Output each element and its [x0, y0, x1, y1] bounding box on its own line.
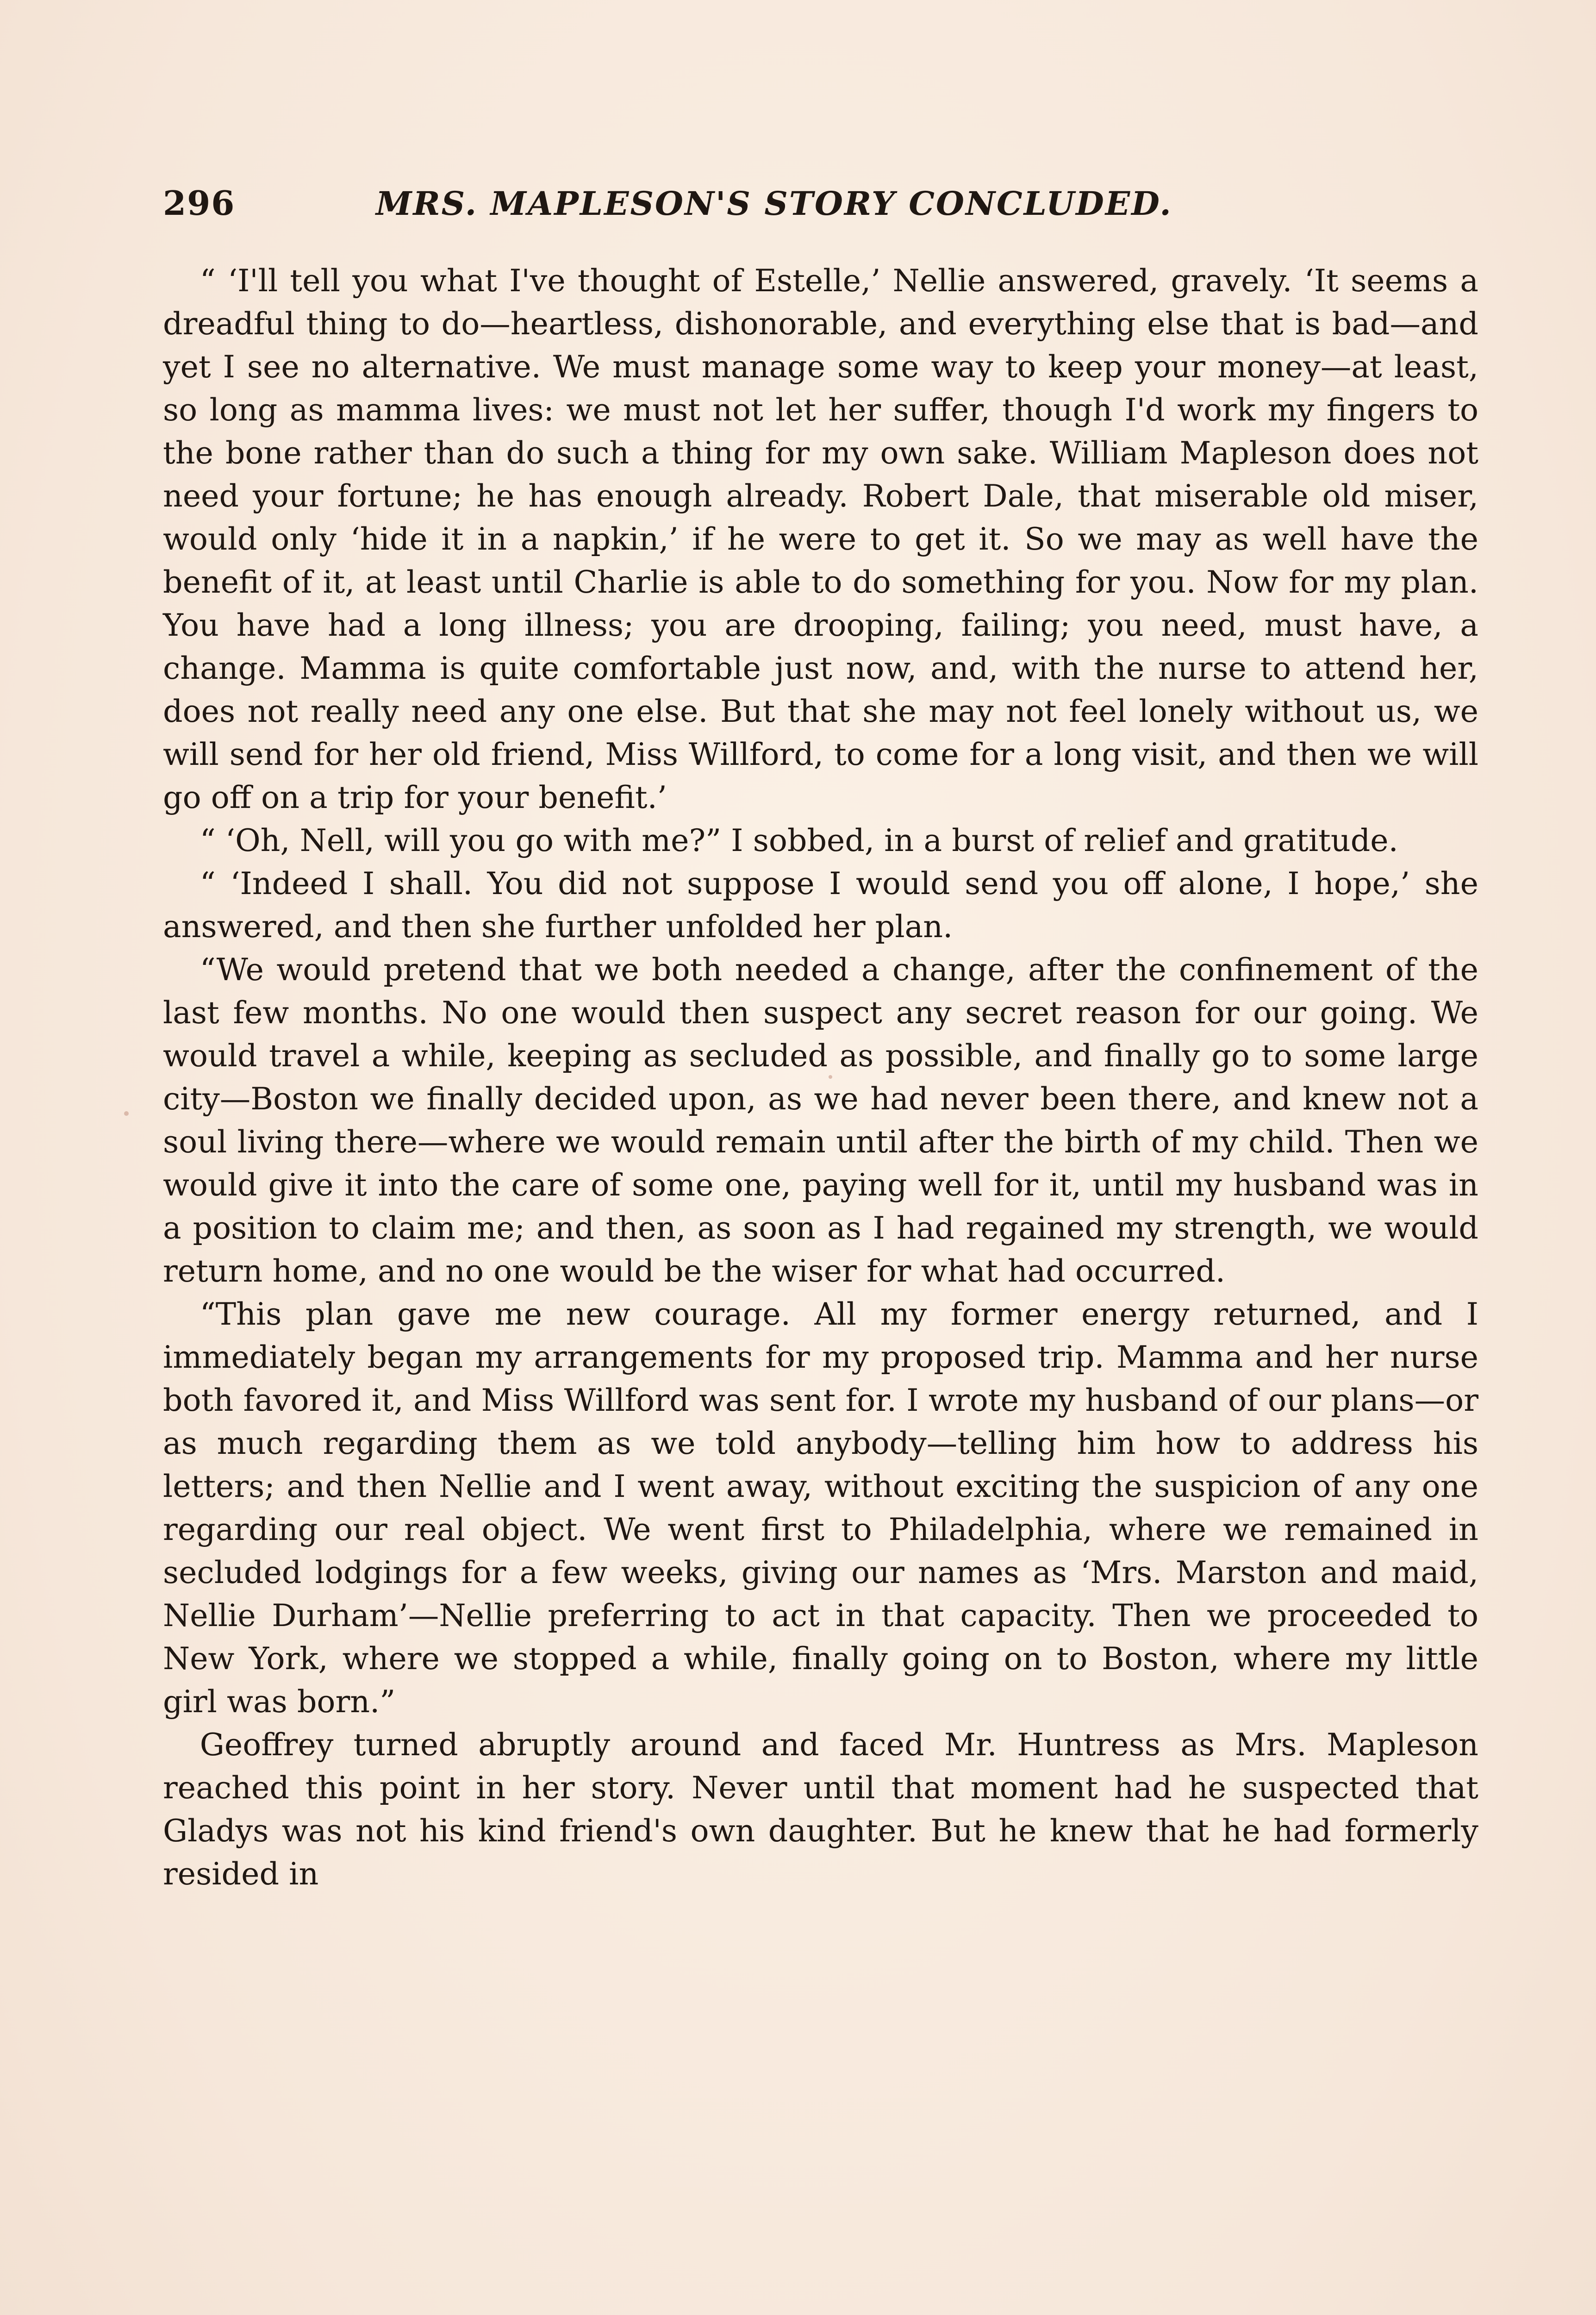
paper-speck [829, 1075, 832, 1079]
paragraph-5: “This plan gave me new courage. All my former energy returned, and I immediately began my arrangements for my proposed trip. Mamma and her nurse both favored it, and Miss Willford was sent for. I wrote my husband of our plans—or as much regarding them as we told anybody—telling him how to address his letters; and then Nellie and I went away, without exciting the suspicion of any one regarding our real object. We went first to Philadelphia, where we remained in secluded lodgings for a few weeks, giving our names as ‘Mrs. Marston and maid, Nellie Durham’—Nellie preferring to act in that capacity. Then we proceeded to New York, where we stopped a while, finally going on to Boston, where my little girl was born.” [163, 1296, 1478, 1720]
paper-speck [124, 1111, 129, 1116]
paragraph-1: “ ‘I'll tell you what I've thought of Estelle,’ Nellie answered, gravely. ‘It seems a dreadful thing to do—heartless, dishonorable, and everything else that is bad—and yet I see no alternative. We must manage some way to keep your money—at least, so long as mamma lives: we must not let her suffer, though I'd work my fingers to the bone rather than do such a thing for my own sake. William Mapleson does not need your fortune; he has enough already. Robert Dale, that miserable old miser, would only ‘hide it in a napkin,’ if he were to get it. So we may as well have the benefit of it, at least until Charlie is able to do something for you. Now for my plan. You have had a long illness; you are drooping, failing; you need, must have, a change. Mamma is quite comfortable just now, and, with the nurse to attend her, does not really need any one else. But that she may not feel lonely without us, we will send for her old friend, Miss Willford, to come for a long visit, and then we will go off on a trip for your benefit.’ [163, 263, 1478, 815]
page-header [163, 178, 1478, 233]
paragraph-6: Geoffrey turned abruptly around and faced Mr. Huntress as Mrs. Mapleson reached this point in her story. Never until that moment had he suspected that Gladys was not his kind friend's own daughter. But he knew that he had formerly resided in [163, 1727, 1478, 1892]
paragraph-3: “ ‘Indeed I shall. You did not suppose I would send you off alone, I hope,’ she answered, and then she further unfolded her plan. [163, 865, 1478, 945]
paragraph-4: “We would pretend that we both needed a change, after the confinement of the last few months. No one would then suspect any secret reason for our going. We would travel a while, keeping as secluded as possible, and finally go to some large city—Boston we finally decided upon, as we had never been there, and knew not a soul living there—where we would remain until after the birth of my child. Then we would give it into the care of some one, paying well for it, until my husband was in a position to claim me; and then, as soon as I had regained my strength, we would return home, and no one would be the wiser for what had occurred. [163, 951, 1478, 1289]
running-title: MRS. MAPLESON'S STORY CONCLUDED. [376, 184, 1172, 223]
body-text [163, 259, 1478, 1896]
paragraph-2: “ ‘Oh, Nell, will you go with me?” I sobbed, in a burst of relief and gratitude. [200, 822, 1398, 858]
page-number: 296 [163, 183, 236, 223]
